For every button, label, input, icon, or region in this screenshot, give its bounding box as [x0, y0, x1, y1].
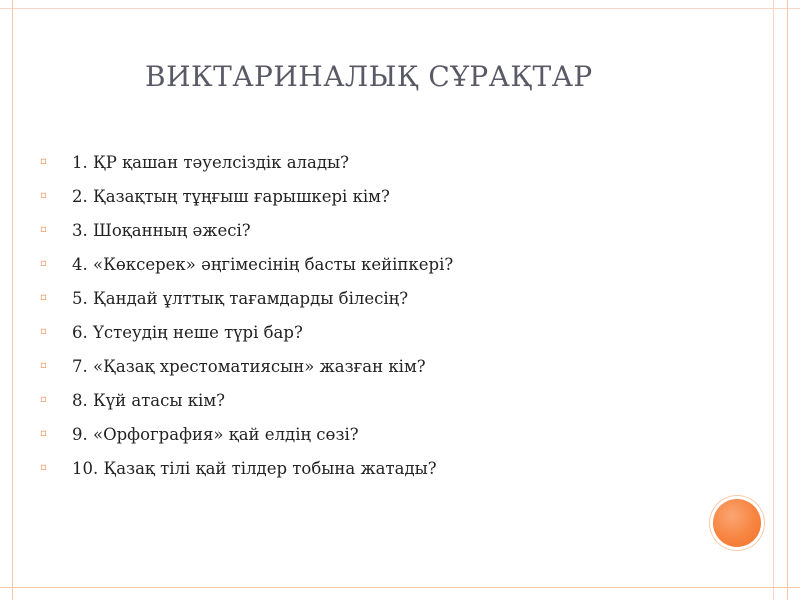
list-item [40, 383, 453, 417]
bullet-icon: ▫ [40, 462, 47, 473]
frame-line-right [787, 0, 788, 600]
question-text: 6. Үстеудің неше түрі бар? [72, 322, 303, 342]
question-text: 3. Шоқанның әжесі? [72, 220, 251, 240]
bullet-icon: ▫ [40, 394, 47, 405]
question-text: 4. «Көксерек» әңгімесінің басты кейіпкері? [72, 254, 454, 274]
list-item [40, 281, 453, 315]
list-item [40, 179, 453, 213]
frame-line-left [12, 0, 13, 600]
bullet-icon: ▫ [40, 258, 47, 269]
list-item [40, 315, 453, 349]
question-text: 10. Қазақ тілі қай тілдер тобына жатады? [72, 458, 437, 478]
bullet-icon: ▫ [40, 292, 47, 303]
slide-title: ВИКТАРИНАЛЫҚ СҰРАҚТАР [145, 60, 593, 93]
frame-line-right-inner [773, 0, 774, 600]
bullet-icon: ▫ [40, 156, 47, 167]
list-item [40, 247, 453, 281]
question-text: 7. «Қазақ хрестоматиясын» жазған кім? [72, 356, 426, 376]
question-text: 8. Күй атасы кім? [72, 390, 226, 410]
list-item [40, 349, 453, 383]
bullet-icon: ▫ [40, 428, 47, 439]
bullet-icon: ▫ [40, 190, 47, 201]
frame-line-top [0, 8, 800, 9]
question-text: 5. Қандай ұлттық тағамдарды білесің? [72, 288, 409, 308]
question-list [40, 145, 453, 485]
question-text: 1. ҚР қашан тәуелсіздік алады? [72, 152, 350, 172]
accent-circle-decoration [713, 499, 761, 547]
list-item [40, 145, 453, 179]
list-item [40, 213, 453, 247]
question-text: 2. Қазақтың тұңғыш ғарышкері кім? [72, 186, 390, 206]
frame-line-bottom [0, 587, 800, 588]
question-text: 9. «Орфография» қай елдің сөзі? [72, 424, 359, 444]
list-item [40, 417, 453, 451]
bullet-icon: ▫ [40, 360, 47, 371]
bullet-icon: ▫ [40, 224, 47, 235]
bullet-icon: ▫ [40, 326, 47, 337]
list-item [40, 451, 453, 485]
